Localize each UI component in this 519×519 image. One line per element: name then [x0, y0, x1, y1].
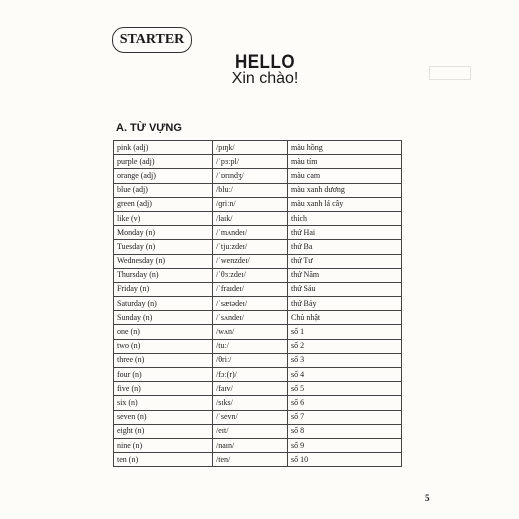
meaning-cell: số 3 — [288, 353, 402, 367]
table-row — [114, 368, 402, 382]
word-cell: ten (n) — [114, 453, 213, 467]
pronunciation-cell: /faɪv/ — [213, 382, 288, 396]
meaning-cell: thứ Sáu — [288, 282, 402, 296]
word-cell: four (n) — [114, 368, 213, 382]
word-cell: Monday (n) — [114, 226, 213, 240]
unit-badge: STARTER — [112, 27, 192, 53]
table-row — [114, 325, 402, 339]
table-row — [114, 197, 402, 211]
word-cell: Wednesday (n) — [114, 254, 213, 268]
meaning-cell: số 5 — [288, 382, 402, 396]
pronunciation-cell: /ˈmʌndeɪ/ — [213, 226, 288, 240]
meaning-cell: số 4 — [288, 368, 402, 382]
pronunciation-cell: /θriː/ — [213, 353, 288, 367]
meaning-cell: số 9 — [288, 438, 402, 452]
table-row — [114, 155, 402, 169]
word-cell: eight (n) — [114, 424, 213, 438]
meaning-cell: màu cam — [288, 169, 402, 183]
vocabulary-table — [113, 140, 402, 467]
pronunciation-cell: /bluː/ — [213, 183, 288, 197]
table-row — [114, 339, 402, 353]
pronunciation-cell: /ˈsevn/ — [213, 410, 288, 424]
meaning-cell: số 10 — [288, 453, 402, 467]
pronunciation-cell: /ˈtjuːzdeɪ/ — [213, 240, 288, 254]
meaning-cell: số 6 — [288, 396, 402, 410]
vocabulary-table-body — [114, 141, 402, 467]
word-cell: nine (n) — [114, 438, 213, 452]
meaning-cell: thích — [288, 211, 402, 225]
pronunciation-cell: /pɪŋk/ — [213, 141, 288, 155]
word-cell: three (n) — [114, 353, 213, 367]
pronunciation-cell: /tuː/ — [213, 339, 288, 353]
word-cell: Sunday (n) — [114, 311, 213, 325]
table-row — [114, 282, 402, 296]
lesson-title: HELLO — [234, 50, 296, 73]
lesson-subtitle: Xin chào! — [231, 70, 299, 87]
meaning-cell: số 8 — [288, 424, 402, 438]
word-cell: two (n) — [114, 339, 213, 353]
pronunciation-cell: /ˈpɜːpl/ — [213, 155, 288, 169]
meaning-cell: màu xanh lá cây — [288, 197, 402, 211]
word-cell: seven (n) — [114, 410, 213, 424]
word-cell: Saturday (n) — [114, 297, 213, 311]
word-cell: five (n) — [114, 382, 213, 396]
table-row — [114, 226, 402, 240]
pronunciation-cell: /sɪks/ — [213, 396, 288, 410]
section-heading: A. TỪ VỰNG — [116, 122, 182, 134]
pronunciation-cell: /laɪk/ — [213, 211, 288, 225]
meaning-cell: thứ Năm — [288, 268, 402, 282]
word-cell: six (n) — [114, 396, 213, 410]
pronunciation-cell: /ɡriːn/ — [213, 197, 288, 211]
meaning-cell: màu hồng — [288, 141, 402, 155]
word-cell: pink (adj) — [114, 141, 213, 155]
table-row — [114, 410, 402, 424]
meaning-cell: số 1 — [288, 325, 402, 339]
meaning-cell: Chủ nhật — [288, 311, 402, 325]
table-row — [114, 169, 402, 183]
meaning-cell: số 7 — [288, 410, 402, 424]
word-cell: blue (adj) — [114, 183, 213, 197]
meaning-cell: thứ Ba — [288, 240, 402, 254]
table-row — [114, 141, 402, 155]
pronunciation-cell: /ˈɒrɪndʒ/ — [213, 169, 288, 183]
table-row — [114, 438, 402, 452]
table-row — [114, 297, 402, 311]
pronunciation-cell: /ten/ — [213, 453, 288, 467]
page-number: 5 — [425, 493, 430, 503]
table-row — [114, 382, 402, 396]
meaning-cell: số 2 — [288, 339, 402, 353]
pronunciation-cell: /fɔː(r)/ — [213, 368, 288, 382]
word-cell: Tuesday (n) — [114, 240, 213, 254]
pronunciation-cell: /ˈsætədeɪ/ — [213, 297, 288, 311]
word-cell: like (v) — [114, 211, 213, 225]
table-row — [114, 254, 402, 268]
table-row — [114, 424, 402, 438]
pronunciation-cell: /ˈwenzdeɪ/ — [213, 254, 288, 268]
table-row — [114, 240, 402, 254]
word-cell: orange (adj) — [114, 169, 213, 183]
table-row — [114, 311, 402, 325]
word-cell: green (adj) — [114, 197, 213, 211]
table-row — [114, 353, 402, 367]
word-cell: Friday (n) — [114, 282, 213, 296]
meaning-cell: màu xanh dương — [288, 183, 402, 197]
meaning-cell: thứ Hai — [288, 226, 402, 240]
pronunciation-cell: /ˈfraɪdeɪ/ — [213, 282, 288, 296]
meaning-cell: thứ Tư — [288, 254, 402, 268]
pronunciation-cell: /naɪn/ — [213, 438, 288, 452]
table-row — [114, 183, 402, 197]
meaning-cell: màu tím — [288, 155, 402, 169]
meaning-cell: thứ Bảy — [288, 297, 402, 311]
bleed-through-text — [389, 0, 519, 519]
table-row — [114, 453, 402, 467]
table-row — [114, 396, 402, 410]
word-cell: Thursday (n) — [114, 268, 213, 282]
table-row — [114, 211, 402, 225]
pronunciation-cell: /eɪt/ — [213, 424, 288, 438]
word-cell: one (n) — [114, 325, 213, 339]
table-row — [114, 268, 402, 282]
pronunciation-cell: /ˈθɜːzdeɪ/ — [213, 268, 288, 282]
pronunciation-cell: /wʌn/ — [213, 325, 288, 339]
word-cell: purple (adj) — [114, 155, 213, 169]
bleed-through-box — [429, 66, 471, 80]
pronunciation-cell: /ˈsʌndeɪ/ — [213, 311, 288, 325]
